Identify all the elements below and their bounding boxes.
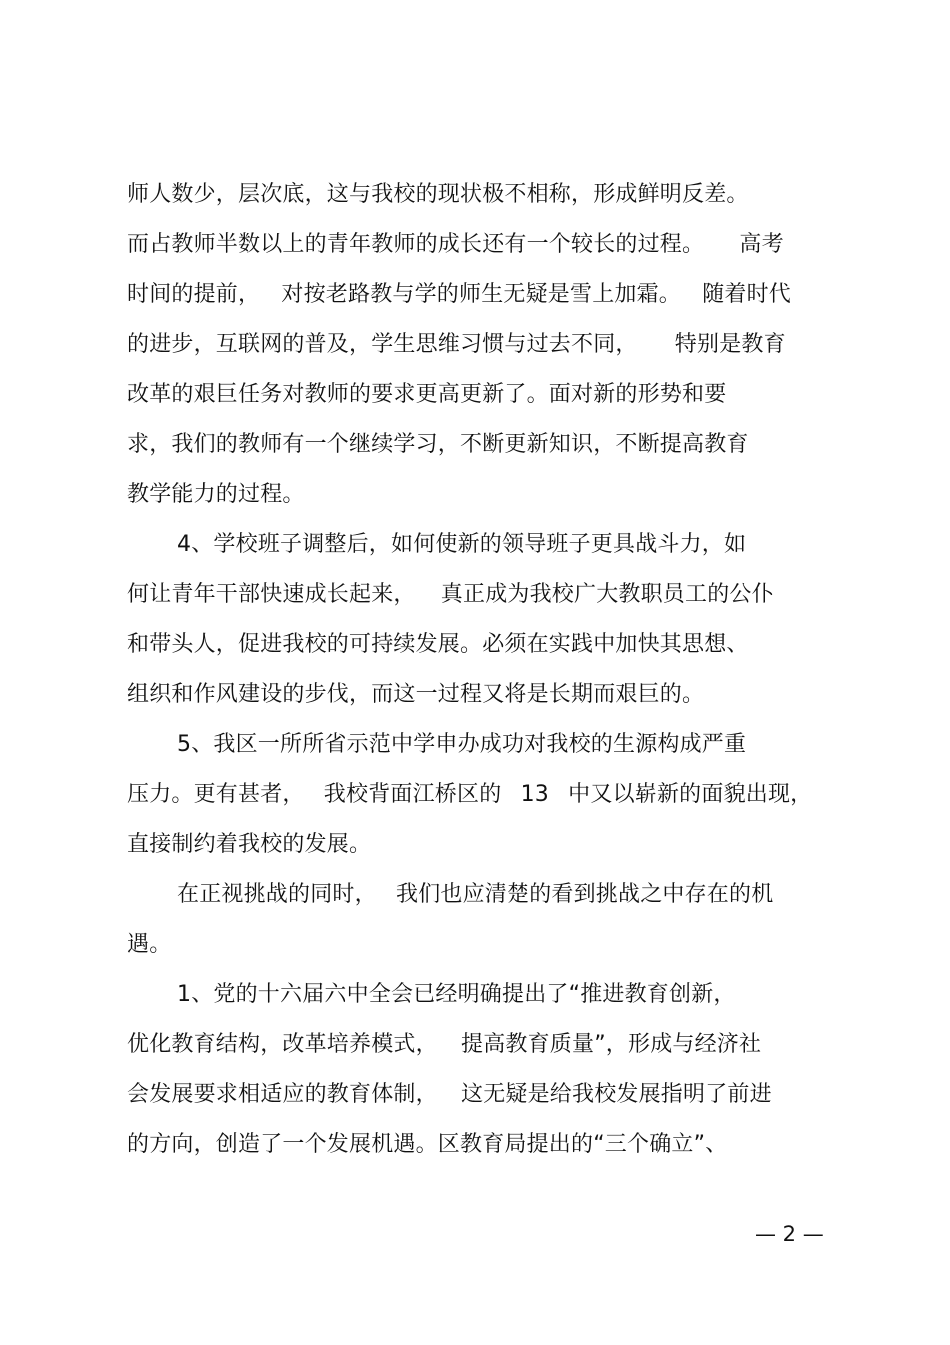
text-line: 遇。 [127,932,172,957]
text-line: 在正视挑战的同时， 我们也应清楚的看到挑战之中存在的机 [177,882,774,907]
text-line: 师人数少，层次底，这与我校的现状极不相称，形成鲜明反差。 [127,182,749,207]
text-line: 优化教育结构，改革培养模式， 提高教育质量”，形成与经济社 [127,1032,762,1057]
text-line: 4、学校班子调整后，如何使新的领导班子更具战斗力，如 [177,532,747,557]
text-line: 压力。更有甚者， 我校背面江桥区的 13 中又以崭新的面貌出现， [127,782,813,807]
text-line: 和带头人，促进我校的可持续发展。必须在实践中加快其思想、 [127,632,749,657]
text-line: 改革的艰巨任务对教师的要求更高更新了。面对新的形势和要 [127,382,727,407]
text-line: 的进步，互联网的普及，学生思维习惯与过去不同， 特别是教育 [127,332,786,357]
text-line: 求，我们的教师有一个继续学习，不断更新知识，不断提高教育 [127,432,749,457]
text-line: 而占教师半数以上的青年教师的成长还有一个较长的过程。 高考 [127,232,784,257]
text-line: 何让青年干部快速成长起来， 真正成为我校广大教职员工的公仆 [127,582,774,607]
text-line: 1、党的十六届六中全会已经明确提出了“推进教育创新， [177,982,736,1007]
text-line: 直接制约着我校的发展。 [127,832,372,857]
text-line: 教学能力的过程。 [127,482,305,507]
text-line: 时间的提前， 对按老路教与学的师生无疑是雪上加霜。 随着时代 [127,282,791,307]
text-line: 5、我区一所所省示范中学申办成功对我校的生源构成严重 [177,732,747,757]
text-line: 的方向，创造了一个发展机遇。区教育局提出的“三个确立”、 [127,1132,728,1157]
text-line: 组织和作风建设的步伐，而这一过程又将是长期而艰巨的。 [127,682,705,707]
page-number: — 2 — [755,1222,824,1246]
text-line: 会发展要求相适应的教育体制， 这无疑是给我校发展指明了前进 [127,1082,772,1107]
